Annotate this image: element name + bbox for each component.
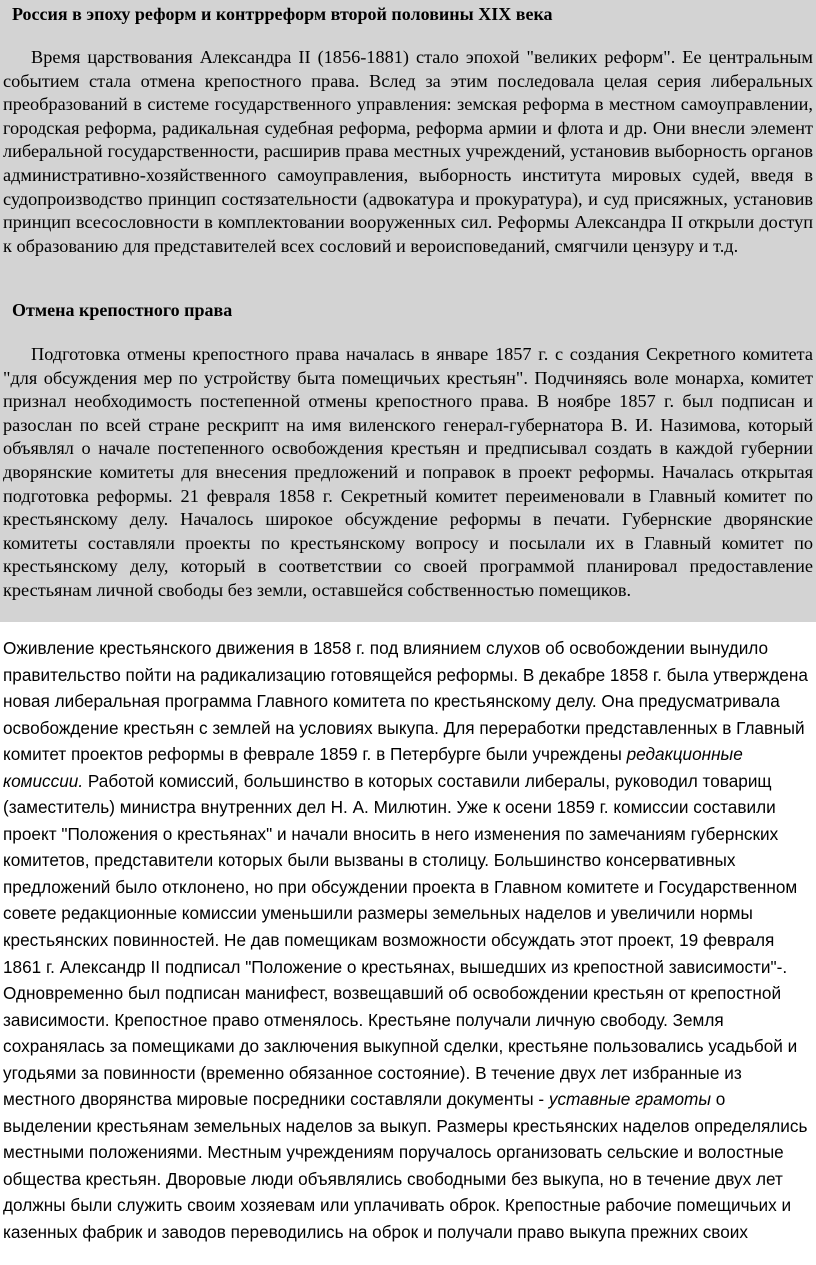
- italic-statutory-charters: уставные грамоты: [548, 1089, 712, 1110]
- text-part-c: о выделении крестьянам земельных наделов за выкуп. Размеры крестьянских наделов определялись местными положениями. Местным учреждениям поручалось организовать сельские и волостные общества крестьян. Дворовые люди объявлялись свободными без выкупа, но в течение двух лет должны были служить своим хозяевам или уплачивать оброк. Крепостные рабочие помещичьих и казенных фабрик и заводов переводились на оброк и получали право выкупа прежних своих: [3, 1089, 808, 1243]
- paragraph-serfdom-preparation: Подготовка отмены крепостного права началась в январе 1857 г. с создания Секретного комитета "для обсуждения мер по устройству быта помещичьих крестьян". Подчиняясь воле монарха, комитет признал необходимость постепенной отмены крепостного права. В ноябре 1857 г. был подписан и разослан по всей стране рескрипт на имя виленского генерал-губернатора В. И. Назимова, который объявлял о начале постепенного освобождения крестьян и предписывал создать в каждой губернии дворянские комитеты для внесения предложений и поправок в проект реформы. Началась открытая подготовка реформы. 21 февраля 1858 г. Секретный комитет переименовали в Главный комитет по крестьянскому делу. Началось широкое обсуждение реформы в печати. Губернские дворянские комитеты составляли проекты по крестьянскому вопросу и посылали их в Главный комитет по крестьянскому делу, который в соответствии со своей программой планировал предоставление крестьянам личной свободы без земли, оставшейся собственностью помещиков.: [3, 344, 813, 600]
- text-part-b: Работой комиссий, большинство в которых составили либералы, руководил товарищ (заместитель) министра внутренних дел Н. А. Милютин. Уже к осени 1859 г. комиссии составили проект "Положения о крестьянах" и начали вносить в него изменения по замечаниям губернских комитетов, представители которых были вызваны в столицу. Большинство консервативных предложений было отклонено, но при обсуждении проекта в Главном комитете и Государственном совете редакционные комиссии уменьшили размеры земельных наделов и увеличили нормы крестьянских повинностей. Не дав помещикам возможности обсуждать этот проект, 19 февраля 1861 г. Александр II подписал "Положение о крестьянах, вышедших из крепостной зависимости"-. Одновременно был подписан манифест, возвещавший об освобождении крестьян от крепостной зависимости. Крепостное право отменялось. Крестьяне получали личную свободу. Земля сохранялась за помещиками до заключения выкупной сделки, крестьяне пользовались усадьбой и угодьями за повинности (временно обязанное состояние). В течение двух лет избранные из местного дворянства мировые посредники составляли документы -: [3, 770, 798, 1110]
- italic-editorial-commissions: редакционные комиссии.: [3, 744, 743, 791]
- section-title-reforms: Россия в эпоху реформ и контрреформ второй половины XIX века: [12, 4, 553, 24]
- section-title-serfdom: Отмена крепостного права: [12, 300, 233, 320]
- paragraph-reforms: Время царствования Александра II (1856-1881) стало эпохой "великих реформ". Ее центральным событием стала отмена крепостного права. Вслед за этим последовала целая серия либеральных преобразований в системе государственного управления: земская реформа в местном самоуправлении, городская реформа, радикальная судебная реформа, реформа армии и флота и др. Они внесли элемент либеральной государственности, расширив права местных учреждений, установив выборность органов административно-хозяйственного самоуправления, выборность института мировых судей, введя в судопроизводство принцип состязательности (адвокатура и прокуратура), и суд присяжных, установив принцип всесословности в комплектовании вооруженных сил. Реформы Александра II открыли доступ к образованию для представителей всех сословий и вероисповеданий, смягчили цензуру и т.д.: [3, 47, 813, 256]
- paragraph-peasant-movement: [3, 635, 813, 1246]
- text-part-a: Оживление крестьянского движения в 1858 г. под влиянием слухов об освобождении вынудило правительство пойти на радикализацию готовящейся реформы. В декабре 1858 г. была утверждена новая либеральная программа Главного комитета по крестьянскому делу. Она предусматривала освобождение крестьян с землей на условиях выкупа. Для переработки представленных в Главный комитет проектов реформы в феврале 1859 г. в Петербурге были учреждены: [3, 638, 808, 765]
